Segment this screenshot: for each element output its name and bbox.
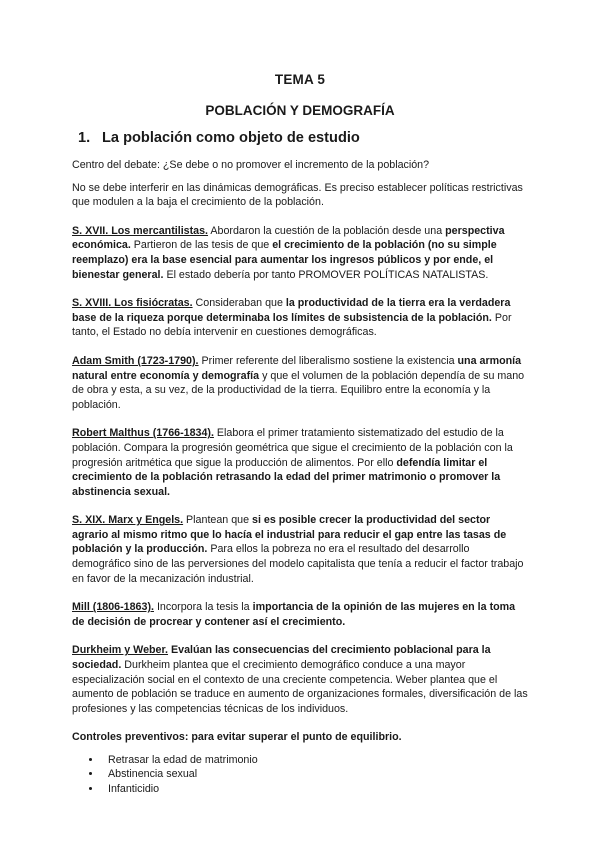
mill-paragraph (72, 600, 528, 629)
bold-run: una armonía natural entre economía y demografía (72, 354, 522, 382)
text-run: Abordaron la cuestión de la población desde una (208, 224, 446, 237)
adam-smith-heading: Adam Smith (1723-1790). (72, 354, 199, 367)
intro-paragraph: No se debe interferir en las dinámicas demográficas. Es preciso establecer políticas restrictivas que modulen a la baja el crecimiento de la población. (72, 181, 523, 209)
text-run: Plantean que (183, 514, 253, 527)
bold-run: el crecimiento de la población (no su simple reemplazo) era la base esencial para aumentar los ingresos públicos y por ende, el bienestar general. (72, 239, 497, 281)
bold-run: si es posible crecer la productividad del sector agrario al mismo ritmo que lo hacía el industrial para reducir el gap entre las tasas de población y la producción. (72, 514, 507, 556)
marx-engels-heading: S. XIX. Marx y Engels. (72, 514, 184, 527)
adam-smith-paragraph (72, 354, 528, 412)
bold-run: defendía limitar el crecimiento de la población retrasando la edad del primer matrimonio o promover la abstinencia sexual. (72, 456, 501, 498)
controles-list (72, 753, 528, 796)
tema-heading: TEMA 5 (274, 72, 326, 87)
controles-label: Controles preventivos: para evitar superar el punto de equilibrio. (72, 731, 402, 744)
bold-run: Evalúan las consecuencias del crecimiento poblacional para la sociedad. (72, 644, 491, 672)
text-run: El estado debería por tanto PROMOVER POLÍTICAS NATALISTAS. (163, 268, 489, 281)
bold-run: importancia de la opinión de las mujeres en la toma de decisión de procrear y contener así el crecimiento. (72, 601, 516, 628)
section-number: 1. (78, 130, 91, 146)
controles-heading (72, 730, 528, 745)
text-run: Por tanto, el Estado no debía intervenir en cuestiones demográficas. (72, 311, 512, 339)
text-run: Para ellos la pobreza no era el resultado del desarrollo demográfico sino de las perversiones del modelo capitalista que tenía a reducir el factor trabajo en favor de la mecanización industrial. (72, 543, 524, 585)
list-item: • Abstinencia sexual (102, 767, 528, 781)
bold-run: la productividad de la tierra era la verdadera base de la riqueza porque determinaba los límites de subsistencia de la población. (72, 297, 511, 324)
text-run: Consideraban que (192, 297, 286, 310)
text-run: y que el volumen de la población dependía de su mano de obra y esta, a su vez, de la productividad de la tierra. Equilibro entre la economía y la población. (72, 369, 525, 411)
durkheim-weber-heading: Durkheim y Weber. (72, 644, 169, 657)
fisiocratas-heading: S. XVIII. Los fisiócratas. (72, 297, 193, 310)
section-heading (72, 130, 528, 146)
malthus-heading: Robert Malthus (1766-1834). (72, 427, 214, 440)
bold-run: perspectiva económica. (72, 224, 505, 252)
malthus-paragraph (72, 426, 528, 499)
mercantilistas-heading: S. XVII. Los mercantilistas. (72, 224, 209, 237)
list-item: • Infanticidio (102, 782, 528, 796)
text-run: Elabora el primer tratamiento sistematizado del estudio de la población. Compara la progresión geométrica que sigue el crecimiento de la población con la progresión aritmética que sigue la producción de alimentos. Por ello (72, 427, 513, 469)
text-run: Incorpora la tesis la (153, 601, 253, 614)
text-run: Durkheim plantea que el crecimiento demográfico conduce a una mayor especialización social en el contexto de una creciente competencia. Weber plantea que el aumento de población se traduce en aumento de organizaciones formales, diversificación de las profesiones y las competencias técnicas de los individuos. (72, 659, 528, 715)
text-run: Partieron de las tesis de que (130, 239, 273, 252)
document-title: POBLACIÓN Y DEMOGRAFÍA (205, 103, 395, 118)
section-title: La población como objeto de estudio (102, 130, 360, 146)
mill-heading: Mill (1806-1863). (72, 601, 154, 614)
marx-engels-paragraph (72, 513, 528, 586)
fisiocratas-paragraph (72, 296, 528, 340)
durkheim-weber-paragraph (72, 643, 528, 716)
text-run: Primer referente del liberalismo sostiene la existencia (198, 354, 458, 367)
list-item: • Retrasar la edad de matrimonio (102, 753, 528, 767)
debate-paragraph: Centro del debate: ¿Se debe o no promover el incremento de la población? (72, 159, 430, 171)
mercantilistas-paragraph (72, 224, 528, 282)
